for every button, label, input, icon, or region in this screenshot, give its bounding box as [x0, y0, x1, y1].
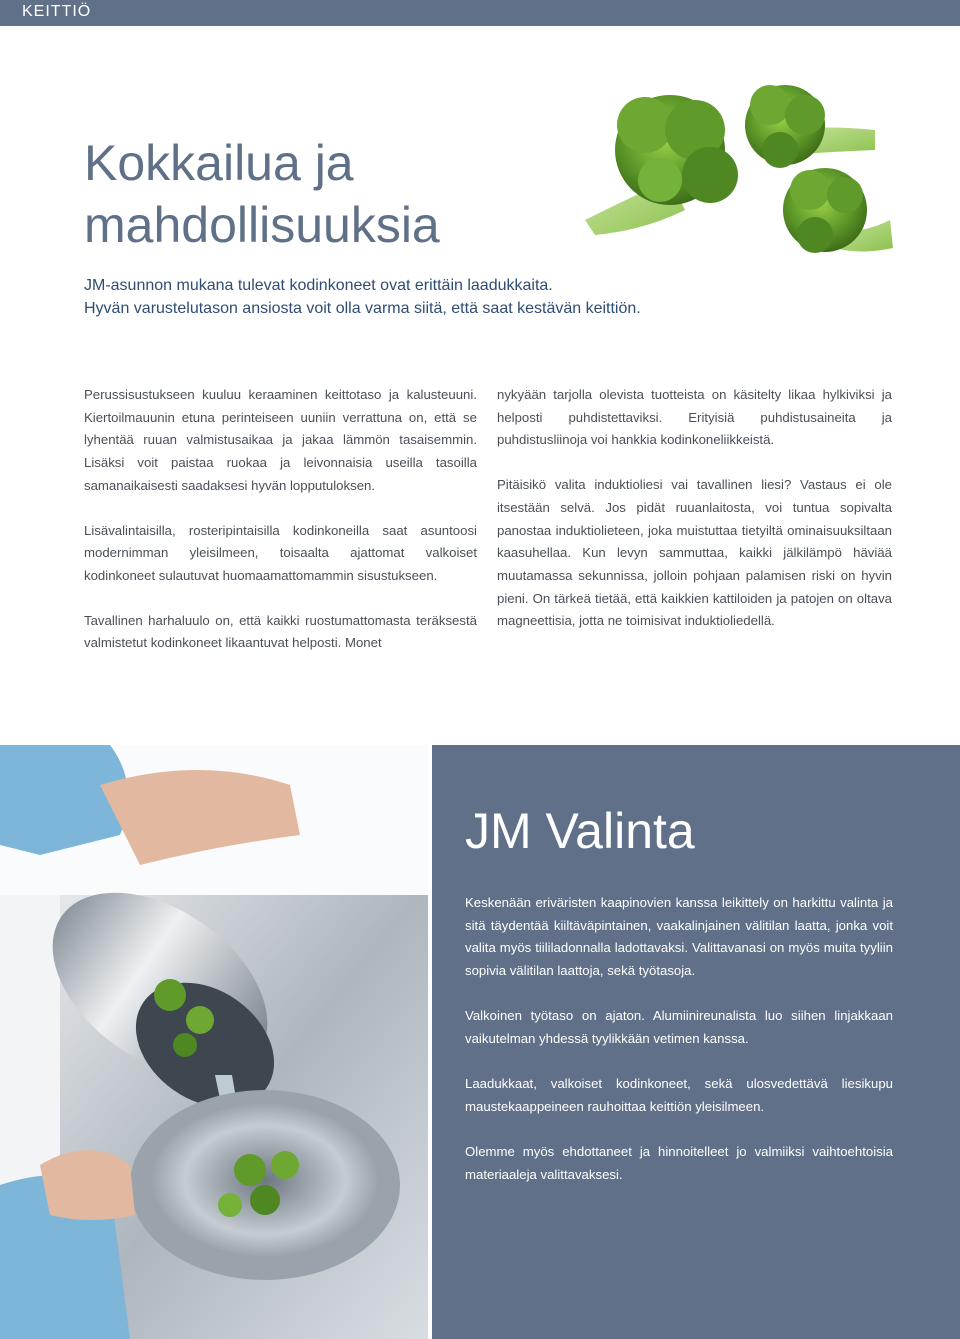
lead-line-2: Hyvän varustelutason ansiosta voit olla varma siitä, että saat kestävän keittiön. [84, 300, 641, 317]
panel-paragraph: Olemme myös ehdottaneet ja hinnoitelleet jo valmiiksi vaihtoehtoisia materiaaleja valittavaksesi. [465, 1144, 893, 1182]
body-paragraph: Tavallinen harhaluulo on, että kaikki ruostumattomasta teräksestä valmistetut kodinkoneet likaantuvat helposti. Monet [84, 612, 477, 651]
lead-paragraph [84, 274, 684, 320]
body-paragraph: Perussisustukseen kuuluu keraaminen keittotaso ja kalusteuuni. Kiertoilmauunin etuna perinteiseen uuniin verrattuna on, että se lyhentää ruuan valmistusaikaa ja jakaa lämmön tasaisemmin. Lisäksi voit paistaa ruokaa ja leivonnaisia useilla tasoilla samanaikaisesti saadaksesi hyvän lopputuloksen. [84, 387, 477, 493]
panel-title: JM Valinta [465, 803, 695, 859]
body-paragraph: Pitäisikö valita induktioliesi vai tavallinen liesi? Vastaus ei ole itsestään selvä. Jos pidät ruuanlaitosta, voi tuntua sopivalta panostaa induktiolieteen, joka muistuttaa tietyiltä ominaisuuksiltaan kaasuhellaa. Kun levyn sammuttaa, kaikki jälkilämpö häviää muutamassa sekunnissa, jolloin pohjaan palamisen riski on hyvin pieni. On tärkeä tietää, että kaikkien kattiloiden ja patojen on oltava magneettisia, jotta ne toimisivat induktioliedellä. [497, 477, 892, 629]
lead-line-1: JM-asunnon mukana tulevat kodinkoneet ovat erittäin laadukkaita. [84, 277, 553, 294]
kitchen-sink-photo [0, 745, 428, 1339]
body-paragraph: nykyään tarjolla olevista tuotteista on käsitelty likaa hylkiviksi ja helposti puhdistettaviksi. Erityisiä puhdistusaineita ja puhdistusliinoja voi hankkia kodinkoneliikkeistä. [497, 387, 892, 448]
panel-paragraph: Keskenään eriväristen kaapinovien kanssa leikittely on harkittu valinta ja sitä täydentää kiiltäväpintainen, vaakalinjainen välitilan laatta, jonka voit valita myös tiililadonnalla ladottavaksi. Valittavanasi on myös muita tyyliin sopivia välitilan laattoja, sekä työtasoja. [465, 895, 893, 979]
panel-paragraph: Valkoinen työtaso on ajaton. Alumiinireunalista luo siihen linjakkaan vaikutelman yhdessä tyylikkään vetimen kanssa. [465, 1008, 893, 1047]
panel-paragraph: Laadukkaat, valkoiset kodinkoneet, sekä ulosvedettävä liesikupu maustekaappeineen rauhoittaa keittiön yleisilmeen. [465, 1076, 893, 1114]
title-line-1: Kokkailua ja [84, 135, 354, 191]
body-paragraph: Lisävalintaisilla, rosteripintaisilla kodinkoneilla saat asuntoosi modernimman yleisilmeen, toisaalta ajattomat valkoiset kodinkoneet sulautuvat huomaamattomammin sisustukseen. [84, 522, 477, 583]
section-header-bar [0, 0, 960, 26]
panel-body [465, 892, 893, 1209]
broccoli-image [575, 70, 905, 275]
body-column-right [497, 384, 892, 655]
section-label: KEITTIÖ [22, 3, 92, 20]
title-line-2: mahdollisuuksia [84, 197, 440, 253]
body-column-left [84, 384, 477, 677]
jm-valinta-panel [432, 745, 960, 1339]
page-title [84, 132, 440, 256]
